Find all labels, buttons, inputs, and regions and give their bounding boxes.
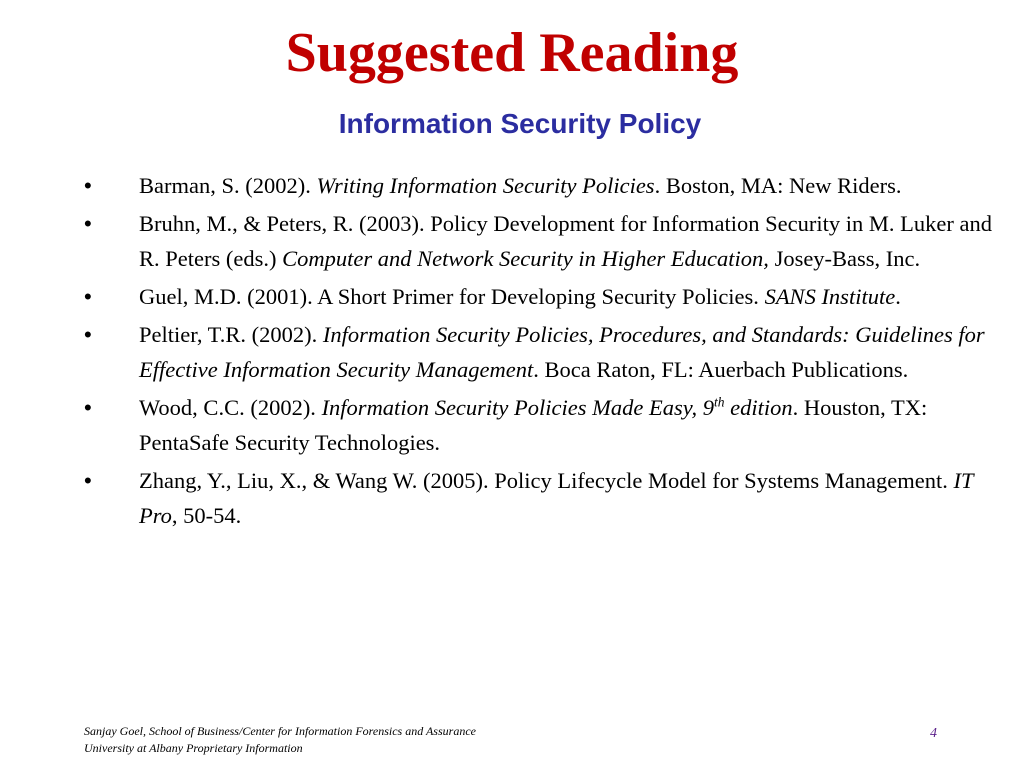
slide-title: Suggested Reading — [285, 22, 739, 84]
reference-text-end: . — [895, 284, 901, 309]
reference-item — [0, 390, 1024, 460]
reference-text: Bruhn, M., & Peters, R. (2003). Policy Development for Information Security in M. Luker and R. Peters (eds.) — [139, 211, 992, 271]
bullet-icon: • — [84, 173, 92, 198]
reference-item — [0, 206, 1024, 276]
reference-item — [0, 317, 1024, 387]
reference-item — [0, 279, 1024, 314]
reference-italic-title: IT Pro — [139, 468, 974, 528]
reference-text: Zhang, Y., Liu, X., & Wang W. (2005). Policy Lifecycle Model for Systems Management. — [139, 468, 954, 493]
bullet-icon: • — [84, 211, 92, 236]
bullet-icon: • — [84, 322, 92, 347]
footer-author-line: Sanjay Goel, School of Business/Center for Information Forensics and Assurance — [84, 724, 476, 738]
footer-proprietary-line: University at Albany Proprietary Information — [84, 741, 303, 755]
reference-text-end: . Houston, TX: PentaSafe Security Technologies. — [139, 395, 928, 455]
reference-italic-title: SANS Institute — [764, 284, 896, 309]
bullet-icon: • — [84, 284, 92, 309]
reference-italic-title: Computer and Network Security in Higher Education, — [282, 246, 769, 271]
slide-subtitle: Information Security Policy — [338, 108, 702, 139]
bullet-icon: • — [84, 468, 92, 493]
reference-list — [0, 168, 1024, 536]
reference-item — [0, 463, 1024, 533]
reference-italic-edition: edition — [724, 395, 793, 420]
reference-italic-title: Writing Information Security Policies — [316, 173, 655, 198]
reference-text-end: . Boston, MA: New Riders. — [654, 173, 902, 198]
reference-text: Peltier, T.R. (2002). — [139, 322, 323, 347]
reference-item — [0, 168, 1024, 203]
reference-italic-title: Information Security Policies Made Easy, 9 — [321, 395, 714, 420]
reference-text-end: , 50-54. — [171, 503, 242, 528]
bullet-icon: • — [84, 395, 92, 420]
reference-text: Wood, C.C. (2002). — [139, 395, 322, 420]
reference-text-end: Josey-Bass, Inc. — [768, 246, 921, 271]
page-number: 4 — [930, 726, 937, 741]
reference-text: Barman, S. (2002). — [139, 173, 317, 198]
reference-italic-title: Information Security Policies, Procedures, and Standards: Guidelines for Effective Information Security Management — [139, 322, 985, 382]
reference-text: Guel, M.D. (2001). A Short Primer for Developing Security Policies. — [139, 284, 765, 309]
reference-text-end: . Boca Raton, FL: Auerbach Publications. — [533, 357, 909, 382]
footer — [84, 723, 476, 757]
reference-superscript: th — [713, 394, 725, 410]
